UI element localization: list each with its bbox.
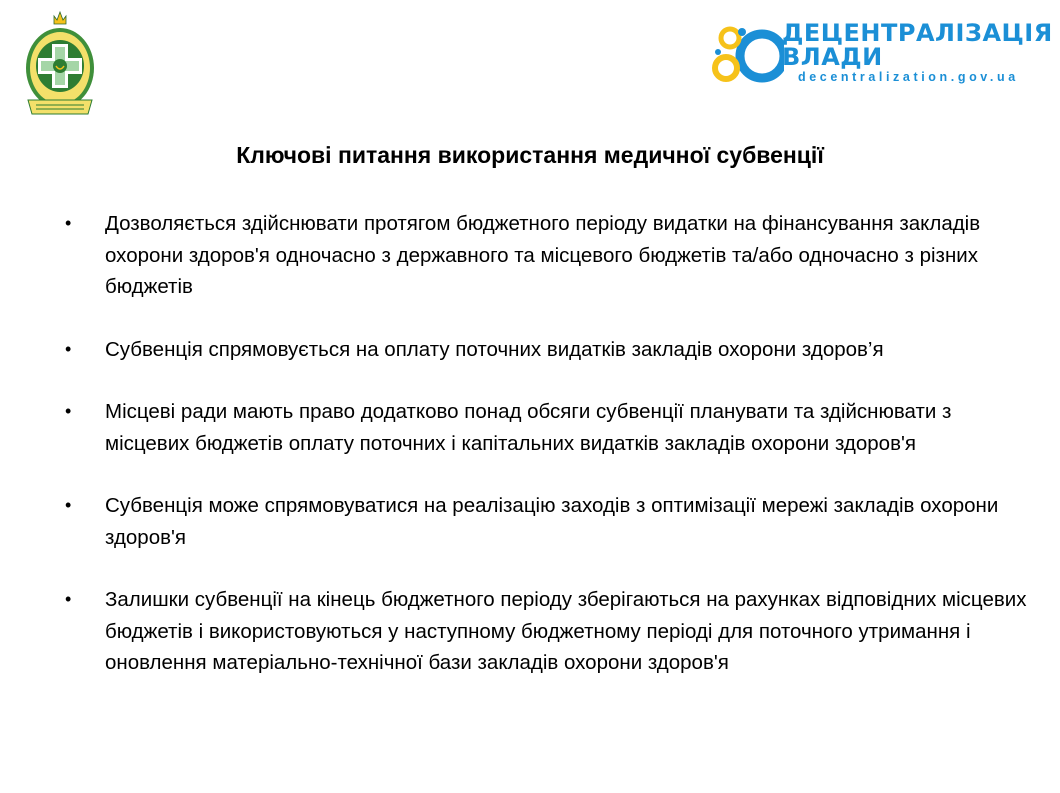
bullet-item <box>56 334 1036 366</box>
bullet-icon: • <box>65 401 72 421</box>
bullet-text: Місцеві ради мають право додатково понад обсяги субвенції планувати та здійснювати з місцевих бюджетів оплату поточних і капітальних видатків закладів охорони здоров'я <box>105 400 952 455</box>
bullet-item <box>56 396 1036 459</box>
bullet-icon: • <box>65 338 72 359</box>
bullet-text: Субвенція спрямовується на оплату поточних видатків закладів охорони здоров’я <box>105 337 884 361</box>
bullet-icon: • <box>65 213 72 233</box>
brand-line-2: ВЛАДИ <box>782 43 883 71</box>
bullet-text: Дозволяється здійснювати протягом бюджетного періоду видатки на фінансування закладів охорони здоров'я одночасно з державного та місцевого бюджетів та/або одночасно з різних бюджетів <box>105 212 981 298</box>
brand-line-1: ДЕЦЕНТРАЛІЗАЦІЯ <box>782 19 1053 47</box>
bullet-text: Субвенція може спрямовуватися на реалізацію заходів з оптимізації мережі закладів охорони здоров'я <box>105 494 999 549</box>
decentralization-logo <box>712 14 1053 94</box>
bullet-list <box>56 208 1036 710</box>
bullet-text: Залишки субвенції на кінець бюджетного періоду зберігаються на рахунках відповідних місцевих бюджетів і використовуються у наступному бюджетному періоді для поточного утримання і оновлення матеріально-технічної бази закладів охорони здоров'я <box>105 588 1027 674</box>
bullet-item <box>56 208 1036 303</box>
brand-url: decentralization.gov.ua <box>798 70 1019 84</box>
decentralization-mark-icon <box>712 18 784 90</box>
ministry-emblem-icon <box>20 10 100 120</box>
bullet-icon: • <box>65 495 72 515</box>
slide-title: Ключові питання використання медичної субвенції <box>236 142 824 168</box>
bullet-icon: • <box>65 589 72 609</box>
bullet-item <box>56 490 1036 553</box>
bullet-item <box>56 584 1036 679</box>
